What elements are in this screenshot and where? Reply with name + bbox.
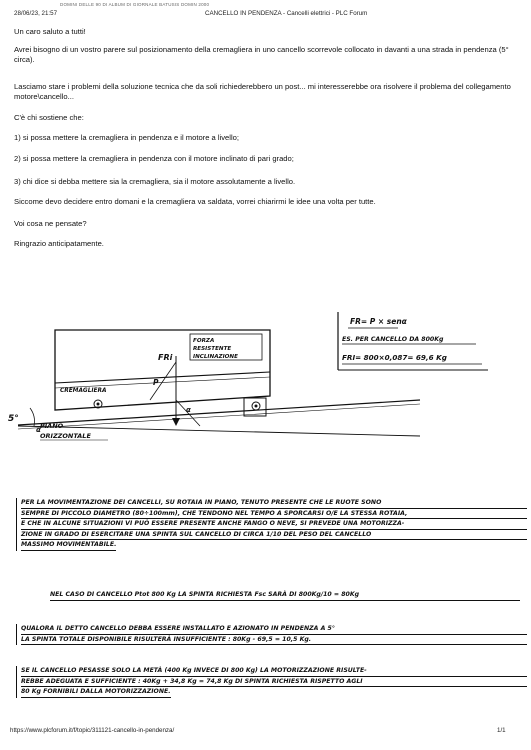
note-4-line: 80 Kg FORNIBILI DALLA MOTORIZZAZIONE. xyxy=(21,687,171,698)
formula-line-1: FR= P × senα xyxy=(350,317,407,326)
note-3-line: QUALORA IL DETTO CANCELLO DEBBA ESSERE INSTALLATO E AZIONATO IN PENDENZA A 5° xyxy=(21,624,527,635)
formula-box xyxy=(338,312,488,370)
ground-label-2: ORIZZONTALE xyxy=(40,432,91,440)
note-3-line: LA SPINTA TOTALE DISPONIBILE RISULTERÀ INSUFFICIENTE : 80Kg - 69,5 = 10,5 Kg. xyxy=(21,635,527,646)
page-number: 1/1 xyxy=(497,727,506,734)
post-greeting: Un caro saluto a tutti! xyxy=(14,27,86,36)
ground-lines xyxy=(8,400,420,440)
alpha-angle-label: α xyxy=(186,406,191,414)
post-option-3: 3) chi dice si debba mettere sia la cremagliera, sia il motore assolutamente a livello. xyxy=(14,177,296,186)
alpha-left-label: α xyxy=(36,426,41,434)
note-1-line: PER LA MOVIMENTAZIONE DEI CANCELLI, SU ROTAIA IN PIANO, TENUTO PRESENTE CHE LE RUOTE SONO xyxy=(21,498,527,509)
friction-force-label: FRi xyxy=(158,353,173,362)
note-1-line: E CHE IN ALCUNE SITUAZIONI VI PUÒ ESSERE PRESENTE ANCHE FANGO O NEVE, SI PREVEDE UNA MOTORIZZA- xyxy=(21,519,527,530)
note-block-3 xyxy=(16,624,527,645)
note-4-line: SE IL CANCELLO PESASSE SOLO LA METÀ (400 Kg INVECE DI 800 Kg) LA MOTORIZZAZIONE RISULTE- xyxy=(21,666,527,677)
post-paragraph-1: Avrei bisogno di un vostro parere sul posizionamento della cremagliera in uno cancello scorrevole collocato in davanti a una strada in pendenza (5° circa). xyxy=(14,45,509,64)
note-4-line: REBBE ADEGUATA E SUFFICIENTE : 40Kg + 34,8 Kg = 74,8 Kg DI SPINTA RICHIESTA RISPETTO AGLI xyxy=(21,677,527,688)
print-date: 28/06/23, 21:57 xyxy=(14,10,58,17)
print-stamp: DOMINI DELLE 90 DI ALBUM DI GIORNALE BATUSIS DOMIN 2000 xyxy=(60,2,210,7)
post-paragraph-4: Siccome devo decidere entro domani e la cremagliera va saldata, vorrei chiarirmi le idee una volta per tutte. xyxy=(14,197,376,206)
post-paragraph-6: Ringrazio anticipatamente. xyxy=(14,239,104,248)
note-2-line: NEL CASO DI CANCELLO Ptot 800 Kg LA SPINTA RICHIESTA Fsc SARÀ DI 800Kg/10 = 80Kg xyxy=(50,590,520,601)
post-option-2: 2) si possa mettere la cremagliera in pendenza con il motore inclinato di pari grado; xyxy=(14,154,294,163)
post-option-1: 1) si possa mettere la cremagliera in pendenza e il motore a livello; xyxy=(14,133,239,142)
slope-angle-label: 5° xyxy=(8,414,19,424)
note-1-line: ZIONE IN GRADO DI ESERCITARE UNA SPINTA SUL CANCELLO DI CIRCA 1/10 DEL PESO DEL CANCELLO xyxy=(21,530,527,541)
gate-slope-diagram xyxy=(0,300,531,500)
post-paragraph-3: C'è chi sostiene che: xyxy=(14,113,84,122)
footer-url-link[interactable]: https://www.plcforum.it/f/topic/311121-cancello-in-pendenza/ xyxy=(10,727,175,734)
page-title: CANCELLO IN PENDENZA - Cancelli elettrici - PLC Forum xyxy=(205,10,368,17)
note-block-1 xyxy=(16,498,527,551)
formula-line-2: ES. PER CANCELLO DA 800Kg xyxy=(342,336,444,343)
force-label-1: FORZA xyxy=(193,338,215,344)
note-block-4 xyxy=(16,666,527,698)
force-label-3: INCLINAZIONE xyxy=(193,354,238,360)
rack-label: CREMAGLIERA xyxy=(60,388,107,394)
post-paragraph-2: Lasciamo stare i problemi della soluzione tecnica che da soli richiederebbero un post... mi interesserebbe ora risolvere il problema del collegamento motore\cancello... xyxy=(14,82,511,101)
formula-line-3: FRI= 800×0,087= 69,6 Kg xyxy=(342,353,447,362)
ground-label-1: PIANO xyxy=(40,422,64,430)
note-1-line: SEMPRE DI PICCOLO DIAMETRO (80÷100mm), CHE TENDONO NEL TEMPO A SPORCARSI O/E LA STESSA ROTAIA, xyxy=(21,509,527,520)
force-label-2: RESISTENTE xyxy=(193,346,232,352)
post-paragraph-5: Voi cosa ne pensate? xyxy=(14,219,87,228)
note-1-line: MASSIMO MOVIMENTABILE. xyxy=(21,540,116,551)
weight-label: P xyxy=(153,378,159,387)
note-block-2 xyxy=(50,590,520,601)
